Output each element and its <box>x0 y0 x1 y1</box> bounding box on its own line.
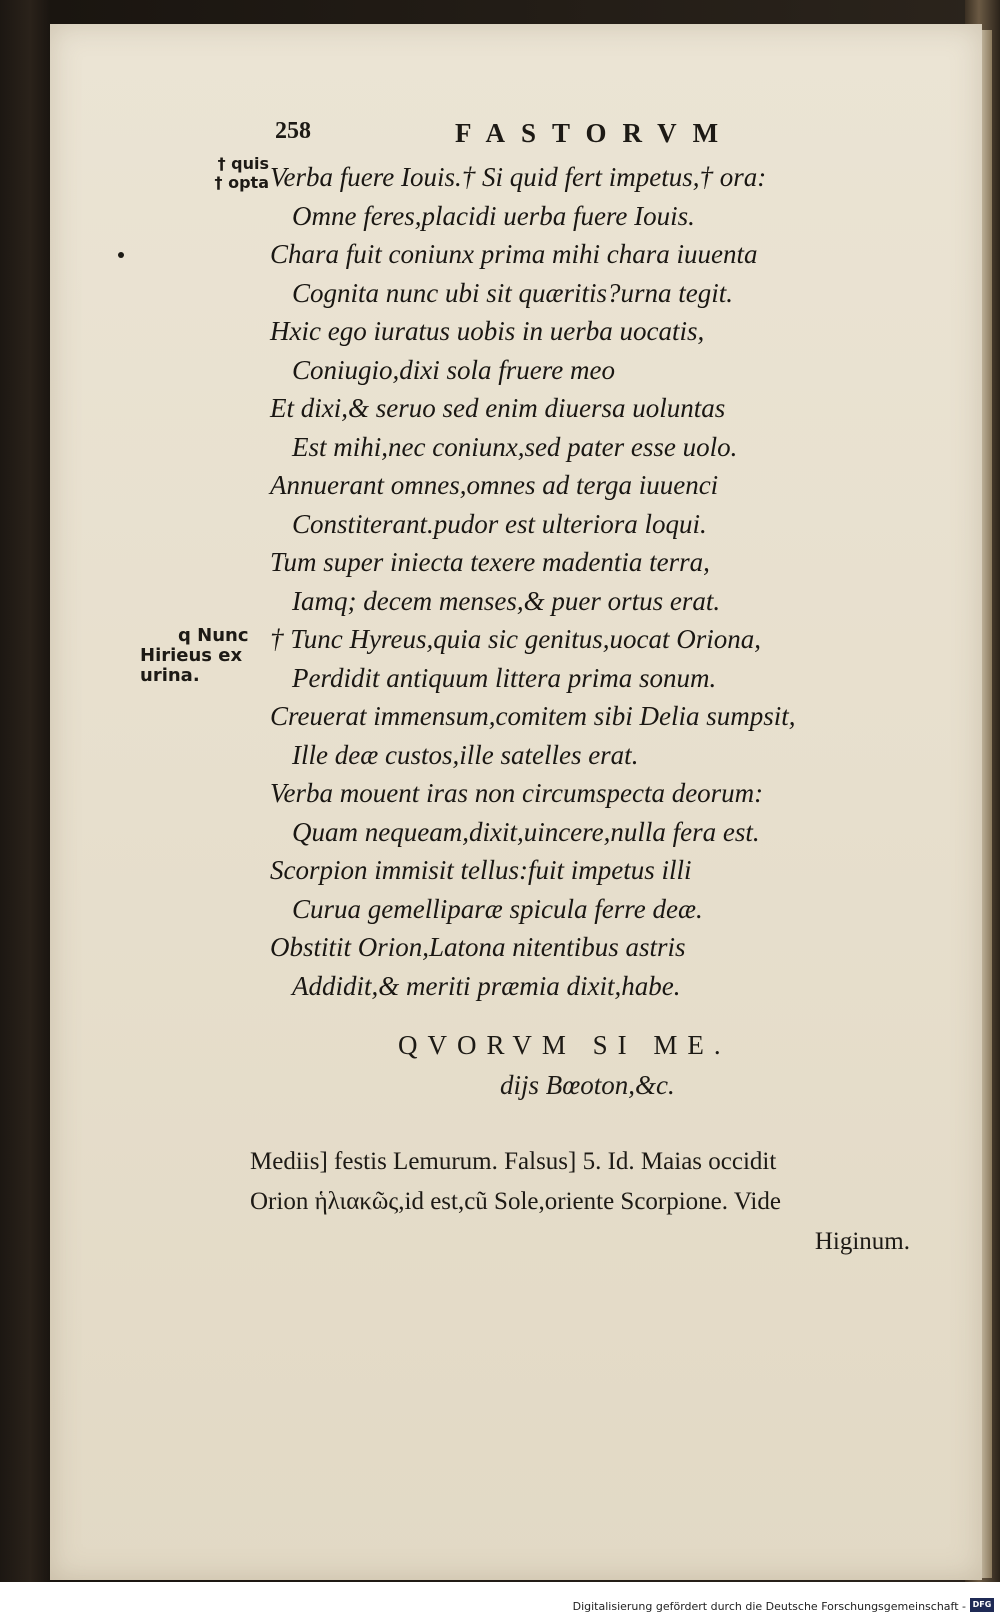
verse-line: Est mihi,nec coniunx,sed pater esse uolo. <box>292 431 738 462</box>
section-heading: QVORVM SI ME. <box>398 1030 731 1060</box>
verse-text <box>270 158 850 1005</box>
running-title: FASTORVM <box>455 118 735 148</box>
verse-line: Curua gemelliparæ spicula ferre deæ. <box>292 893 703 924</box>
page-number: 258 <box>275 118 311 144</box>
funding-credit: Digitalisierung gefördert durch die Deutsche Forschungsgemeinschaft - <box>572 1600 966 1613</box>
verse-line: Scorpion immisit tellus:fuit impetus illi <box>270 855 692 885</box>
verse-line: Obstitit Orion,Latona nitentibus astris <box>270 932 686 962</box>
verse-line: Cognita nunc ubi sit quæritis?urna tegit. <box>292 277 734 308</box>
dfg-logo: DFG <box>970 1598 994 1612</box>
verse-line: Verba fuere Iouis.† Si quid fert impetus,† ora: <box>270 162 767 192</box>
margin-note-line: Hirieus ex <box>140 645 243 666</box>
verse-line: Perdidit antiquum littera prima sonum. <box>292 662 717 693</box>
verse-line: Iamq; decem menses,& puer ortus erat. <box>292 585 721 616</box>
margin-note-line: q Nunc <box>178 625 249 646</box>
commentary-line: Mediis] festis Lemurum. Falsus] 5. Id. Maias occidit <box>250 1148 777 1175</box>
verse-line: † Tunc Hyreus,quia sic genitus,uocat Oriona, <box>270 624 761 654</box>
commentary <box>250 1142 920 1262</box>
commentary-line: Higinum. <box>814 1228 910 1255</box>
verse-line: Addidit,& meriti præmia dixit,habe. <box>292 970 681 1001</box>
margin-note-1 <box>197 154 269 192</box>
section-subheading: dijs Bœoton,&c. <box>500 1070 675 1100</box>
margin-note-2 <box>140 626 270 686</box>
commentary-line: Orion ἡλιακῶς,id est,cũ Sole,oriente Scorpione. Vide <box>250 1188 781 1215</box>
verse-line: Chara fuit coniunx prima mihi chara iuuenta <box>270 239 758 269</box>
verse-line: Ille deæ custos,ille satelles erat. <box>292 739 639 770</box>
ink-mark <box>118 252 124 258</box>
margin-note-line: † quis <box>217 154 269 173</box>
verse-line: Verba mouent iras non circumspecta deorum: <box>270 778 764 808</box>
verse-line: Constiterant.pudor est ulteriora loqui. <box>292 508 707 539</box>
margin-note-line: urina. <box>140 665 200 686</box>
verse-line: Creuerat immensum,comitem sibi Delia sumpsit, <box>270 701 796 731</box>
verse-line: Quam nequeam,dixit,uincere,nulla fera est. <box>292 816 760 847</box>
page-header <box>275 118 795 154</box>
verse-line: Hxic ego iuratus uobis in uerba uocatis, <box>270 316 705 346</box>
verse-line: Tum super iniecta texere madentia terra, <box>270 547 710 577</box>
verse-line: Et dixi,& seruo sed enim diuersa uoluntas <box>270 393 726 423</box>
verse-line: Annuerant omnes,omnes ad terga iuuenci <box>270 470 719 500</box>
margin-note-line: † opta <box>214 173 269 192</box>
verse-line: Coniugio,dixi sola fruere meo <box>292 354 615 385</box>
verse-line: Omne feres,placidi uerba fuere Iouis. <box>292 200 695 231</box>
